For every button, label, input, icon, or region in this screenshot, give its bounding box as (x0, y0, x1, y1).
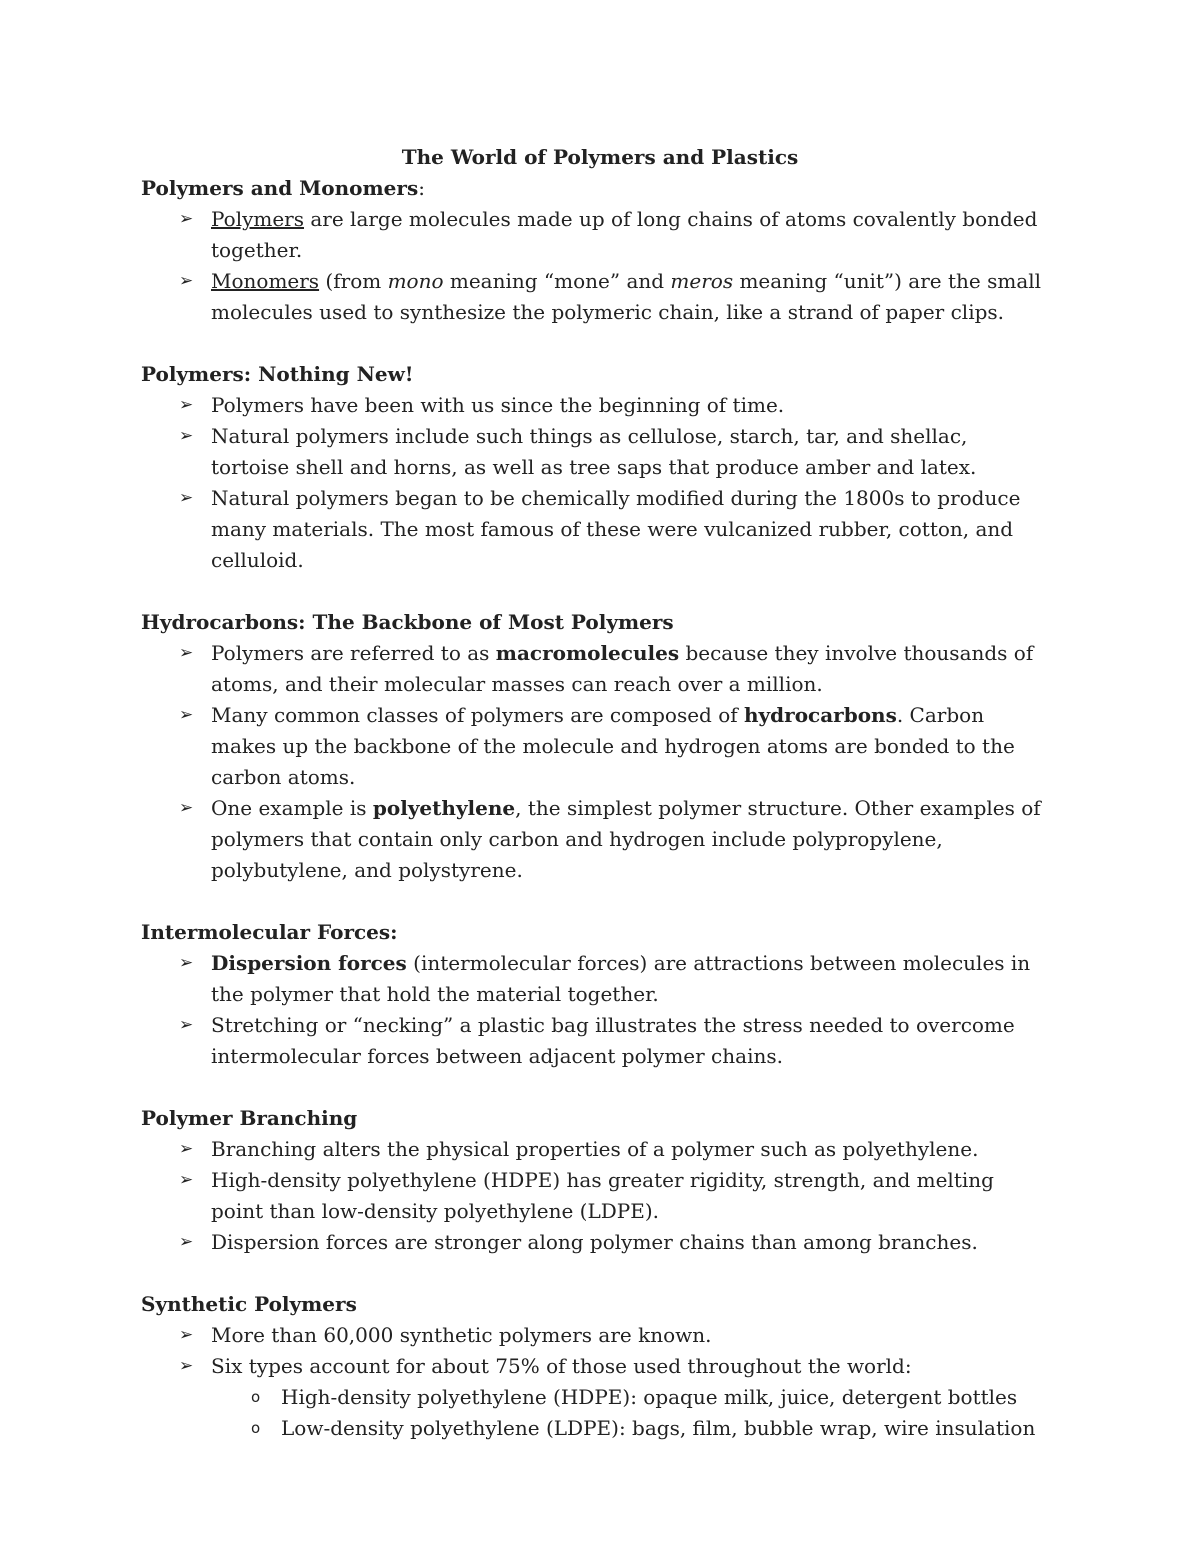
arrow-bullet-icon: ➢ (179, 395, 194, 415)
section-heading-text: Polymer Branching (141, 1106, 358, 1130)
bullet-item (141, 1165, 1051, 1227)
bullet-text: . Carbon makes up the backbone of the molecule and hydrogen atoms are bonded to the carbon atoms. (211, 703, 1015, 789)
bullet-text: Six types account for about 75% of those used throughout the world: (211, 1354, 912, 1378)
arrow-bullet-icon: ➢ (179, 1015, 194, 1035)
sub-bullet-item (211, 1382, 1051, 1413)
bullet-text: Branching alters the physical properties of a polymer such as polyethylene. (211, 1137, 979, 1161)
bullet-text: High-density polyethylene (HDPE) has greater rigidity, strength, and melting point than low-density polyethylene (LDPE). (211, 1168, 994, 1223)
sub-bullet-text: Low-density polyethylene (LDPE): bags, film, bubble wrap, wire insulation (281, 1416, 1036, 1440)
bullet-list (141, 1134, 1051, 1258)
bullet-list (141, 638, 1051, 886)
section-heading-suffix: : (418, 176, 425, 200)
arrow-bullet-icon: ➢ (179, 1232, 194, 1252)
section-heading (141, 359, 1051, 390)
arrow-bullet-icon: ➢ (179, 426, 194, 446)
arrow-bullet-icon: ➢ (179, 798, 194, 818)
section (141, 607, 1051, 886)
section-heading (141, 1289, 1051, 1320)
bullet-item (141, 1134, 1051, 1165)
bold-term: hydrocarbons (744, 703, 897, 727)
section-heading-text: Intermolecular Forces: (141, 920, 398, 944)
bullet-item (141, 793, 1051, 886)
sub-bullet-item (211, 1413, 1051, 1444)
bullet-text: are large molecules made up of long chains of atoms covalently bonded together. (211, 207, 1038, 262)
arrow-bullet-icon: ➢ (179, 271, 194, 291)
arrow-bullet-icon: ➢ (179, 953, 194, 973)
circle-bullet-icon: o (251, 1419, 261, 1437)
bullet-text: Polymers are referred to as (211, 641, 496, 665)
bullet-item (141, 1320, 1051, 1351)
bullet-text: Stretching or “necking” a plastic bag illustrates the stress needed to overcome intermolecular forces between adjacent polymer chains. (211, 1013, 1015, 1068)
document-body (141, 173, 1051, 1475)
bullet-item (141, 204, 1051, 266)
italic-term: meros (670, 269, 734, 293)
bullet-list (141, 948, 1051, 1072)
section-heading-text: Hydrocarbons: The Backbone of Most Polymers (141, 610, 674, 634)
bullet-text: meaning “unit”) are the small molecules used to synthesize the polymeric chain, like a strand of paper clips. (211, 269, 1042, 324)
bullet-text: Many common classes of polymers are composed of (211, 703, 745, 727)
section (141, 1103, 1051, 1258)
section (141, 173, 1051, 328)
bullet-text: Natural polymers began to be chemically modified during the 1800s to produce many materials. The most famous of these were vulcanized rubber, cotton, and celluloid. (211, 486, 1021, 572)
bullet-text: (intermolecular forces) are attractions between molecules in the polymer that hold the material together. (211, 951, 1031, 1006)
arrow-bullet-icon: ➢ (179, 1325, 194, 1345)
bold-term: macromolecules (495, 641, 680, 665)
bullet-text: Polymers have been with us since the beginning of time. (211, 393, 785, 417)
underlined-term: Polymers (211, 207, 305, 231)
arrow-bullet-icon: ➢ (179, 643, 194, 663)
italic-term: mono (387, 269, 444, 293)
bullet-item (141, 1351, 1051, 1444)
sub-bullet-list (211, 1382, 1051, 1444)
bullet-item (141, 638, 1051, 700)
bullet-list (141, 390, 1051, 576)
section (141, 917, 1051, 1072)
bullet-item (141, 1010, 1051, 1072)
section-heading-text: Synthetic Polymers (141, 1292, 357, 1316)
bullet-text: meaning “mone” and (443, 269, 671, 293)
sub-bullet-text: High-density polyethylene (HDPE): opaque milk, juice, detergent bottles (281, 1385, 1018, 1409)
bullet-list (141, 1320, 1051, 1444)
arrow-bullet-icon: ➢ (179, 705, 194, 725)
bullet-text: One example is (211, 796, 373, 820)
arrow-bullet-icon: ➢ (179, 1170, 194, 1190)
section-heading (141, 607, 1051, 638)
arrow-bullet-icon: ➢ (179, 1139, 194, 1159)
section-heading-text: Polymers: Nothing New! (141, 362, 414, 386)
arrow-bullet-icon: ➢ (179, 1356, 194, 1376)
bullet-item (141, 700, 1051, 793)
section (141, 359, 1051, 576)
bold-term: Dispersion forces (211, 951, 407, 975)
bullet-text: Dispersion forces are stronger along polymer chains than among branches. (211, 1230, 978, 1254)
document-title: The World of Polymers and Plastics (401, 145, 799, 169)
bullet-item (141, 1227, 1051, 1258)
bullet-item (141, 421, 1051, 483)
bullet-text: Natural polymers include such things as cellulose, starch, tar, and shellac, tortoise shell and horns, as well as tree saps that produce amber and latex. (211, 424, 977, 479)
section-heading (141, 1103, 1051, 1134)
bullet-text: because they involve thousands of atoms, and their molecular masses can reach over a million. (211, 641, 1034, 696)
section (141, 1289, 1051, 1444)
bullet-text: , the simplest polymer structure. Other examples of polymers that contain only carbon and hydrogen include polypropylene, polybutylene, and polystyrene. (211, 796, 1041, 882)
circle-bullet-icon: o (251, 1388, 261, 1406)
bullet-item (141, 483, 1051, 576)
bullet-item (141, 390, 1051, 421)
section-heading (141, 917, 1051, 948)
bullet-text: (from (319, 269, 388, 293)
arrow-bullet-icon: ➢ (179, 209, 194, 229)
bullet-list (141, 204, 1051, 328)
arrow-bullet-icon: ➢ (179, 488, 194, 508)
bullet-item (141, 948, 1051, 1010)
bold-term: polyethylene (372, 796, 516, 820)
section-heading (141, 173, 1051, 204)
bullet-item (141, 266, 1051, 328)
section-heading-text: Polymers and Monomers (141, 176, 419, 200)
underlined-term: Monomers (211, 269, 320, 293)
bullet-text: More than 60,000 synthetic polymers are known. (211, 1323, 712, 1347)
